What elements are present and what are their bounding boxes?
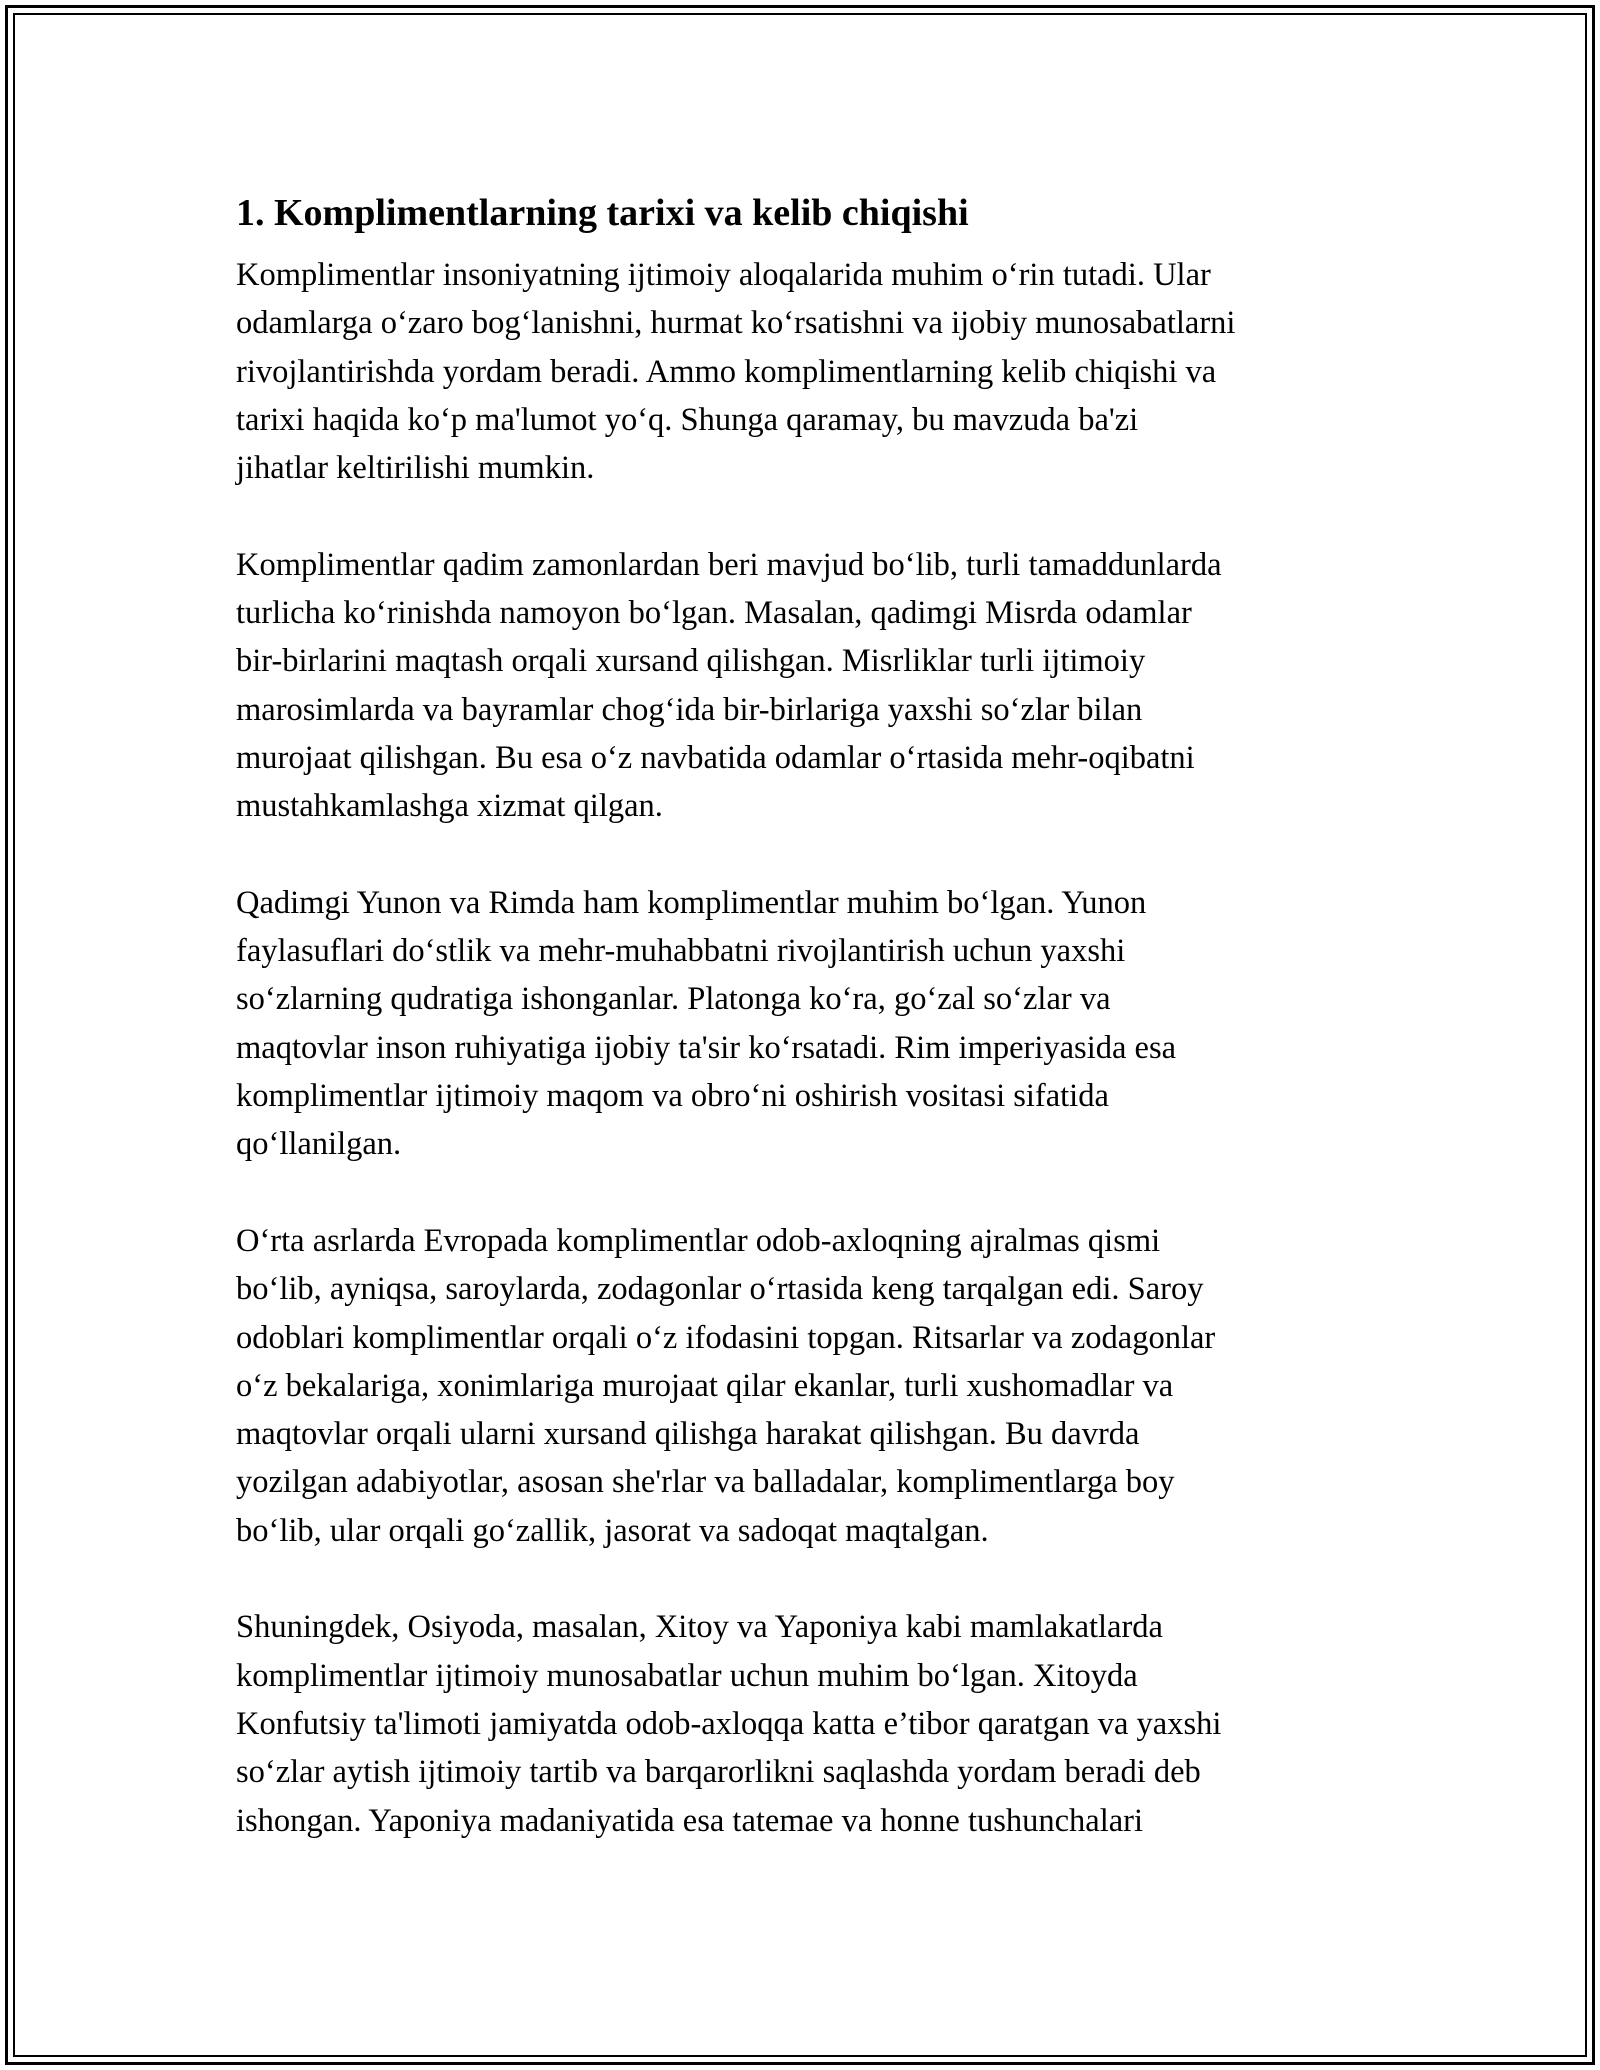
text-line: mustahkamlashga xizmat qilgan. [236,788,663,825]
paragraph-2 [236,541,1426,831]
text-line: tarixi haqida ko‘p ma'lumot yo‘q. Shunga qaramay, bu mavzuda ba'zi [236,401,1139,438]
text-line: o‘z bekalariga, xonimlariga murojaat qilar ekanlar, turli xushomadlar va [236,1367,1174,1404]
text-line: O‘rta asrlarda Evropada komplimentlar odob-axloqning ajralmas qismi [236,1222,1161,1259]
text-line: jihatlar keltirilishi mumkin. [236,450,595,487]
text-line: so‘zlarning qudratiga ishonganlar. Platonga ko‘ra, go‘zal so‘zlar va [236,981,1111,1018]
text-line: so‘zlar aytish ijtimoiy tartib va barqarorlikni saqlashda yordam beradi deb [236,1754,1201,1791]
text-line: maqtovlar inson ruhiyatiga ijobiy ta'sir ko‘rsatadi. Rim imperiyasida esa [236,1029,1177,1066]
text-line: faylasuflari do‘stlik va mehr-muhabbatni rivojlantirish uchun yaxshi [236,933,1126,970]
text-line: maqtovlar orqali ularni xursand qilishga harakat qilishgan. Bu davrda [236,1416,1140,1453]
text-line: murojaat qilishgan. Bu esa o‘z navbatida odamlar o‘rtasida mehr-oqibatni [236,739,1195,776]
text-line: odamlarga o‘zaro bog‘lanishni, hurmat ko‘rsatishni va ijobiy munosabatlarni [236,305,1236,342]
text-line: ishongan. Yaponiya madaniyatida esa tatemae va honne tushunchalari [236,1802,1144,1839]
text-line: qo‘llanilgan. [236,1126,402,1163]
text-line: rivojlantirishda yordam beradi. Ammo komplimentlarning kelib chiqishi va [236,353,1217,390]
text-line: turlicha ko‘rinishda namoyon bo‘lgan. Masalan, qadimgi Misrda odamlar [236,595,1192,632]
text-line: komplimentlar ijtimoiy munosabatlar uchun muhim bo‘lgan. Xitoyda [236,1657,1138,1694]
text-line: bir-birlarini maqtash orqali xursand qilishgan. Misrliklar turli ijtimoiy [236,643,1146,680]
text-line: bo‘lib, ayniqsa, saroylarda, zodagonlar o‘rtasida keng tarqalgan edi. Saroy [236,1271,1204,1308]
paragraph-1 [236,251,1426,492]
paragraph-4 [236,1217,1426,1555]
text-line: marosimlarda va bayramlar chog‘ida bir-birlariga yaxshi so‘zlar bilan [236,691,1143,728]
paragraph-5 [236,1603,1426,1844]
text-line: Konfutsiy ta'limoti jamiyatda odob-axloqqa katta e’tibor qaratgan va yaxshi [236,1705,1222,1742]
text-line: odoblari komplimentlar orqali o‘z ifodasini topgan. Ritsarlar va zodagonlar [236,1319,1216,1356]
text-line: komplimentlar ijtimoiy maqom va obro‘ni oshirish vositasi sifatida [236,1078,1109,1115]
text-line: Shuningdek, Osiyoda, masalan, Xitoy va Yaponiya kabi mamlakatlarda [236,1609,1163,1646]
section-heading: 1. Komplimentlarning tarixi va kelib chiqishi [236,192,969,234]
text-line: bo‘lib, ular orqali go‘zallik, jasorat va sadoqat maqtalgan. [236,1512,989,1549]
text-line: Qadimgi Yunon va Rimda ham komplimentlar muhim bo‘lgan. Yunon [236,884,1147,921]
text-line: yozilgan adabiyotlar, asosan she'rlar va balladalar, komplimentlarga boy [236,1464,1175,1501]
text-line: Komplimentlar insoniyatning ijtimoiy aloqalarida muhim o‘rin tutadi. Ular [236,257,1211,293]
text-line: Komplimentlar qadim zamonlardan beri mavjud bo‘lib, turli tamaddunlarda [236,546,1222,583]
document-body [236,183,1426,1893]
paragraph-3 [236,879,1426,1169]
